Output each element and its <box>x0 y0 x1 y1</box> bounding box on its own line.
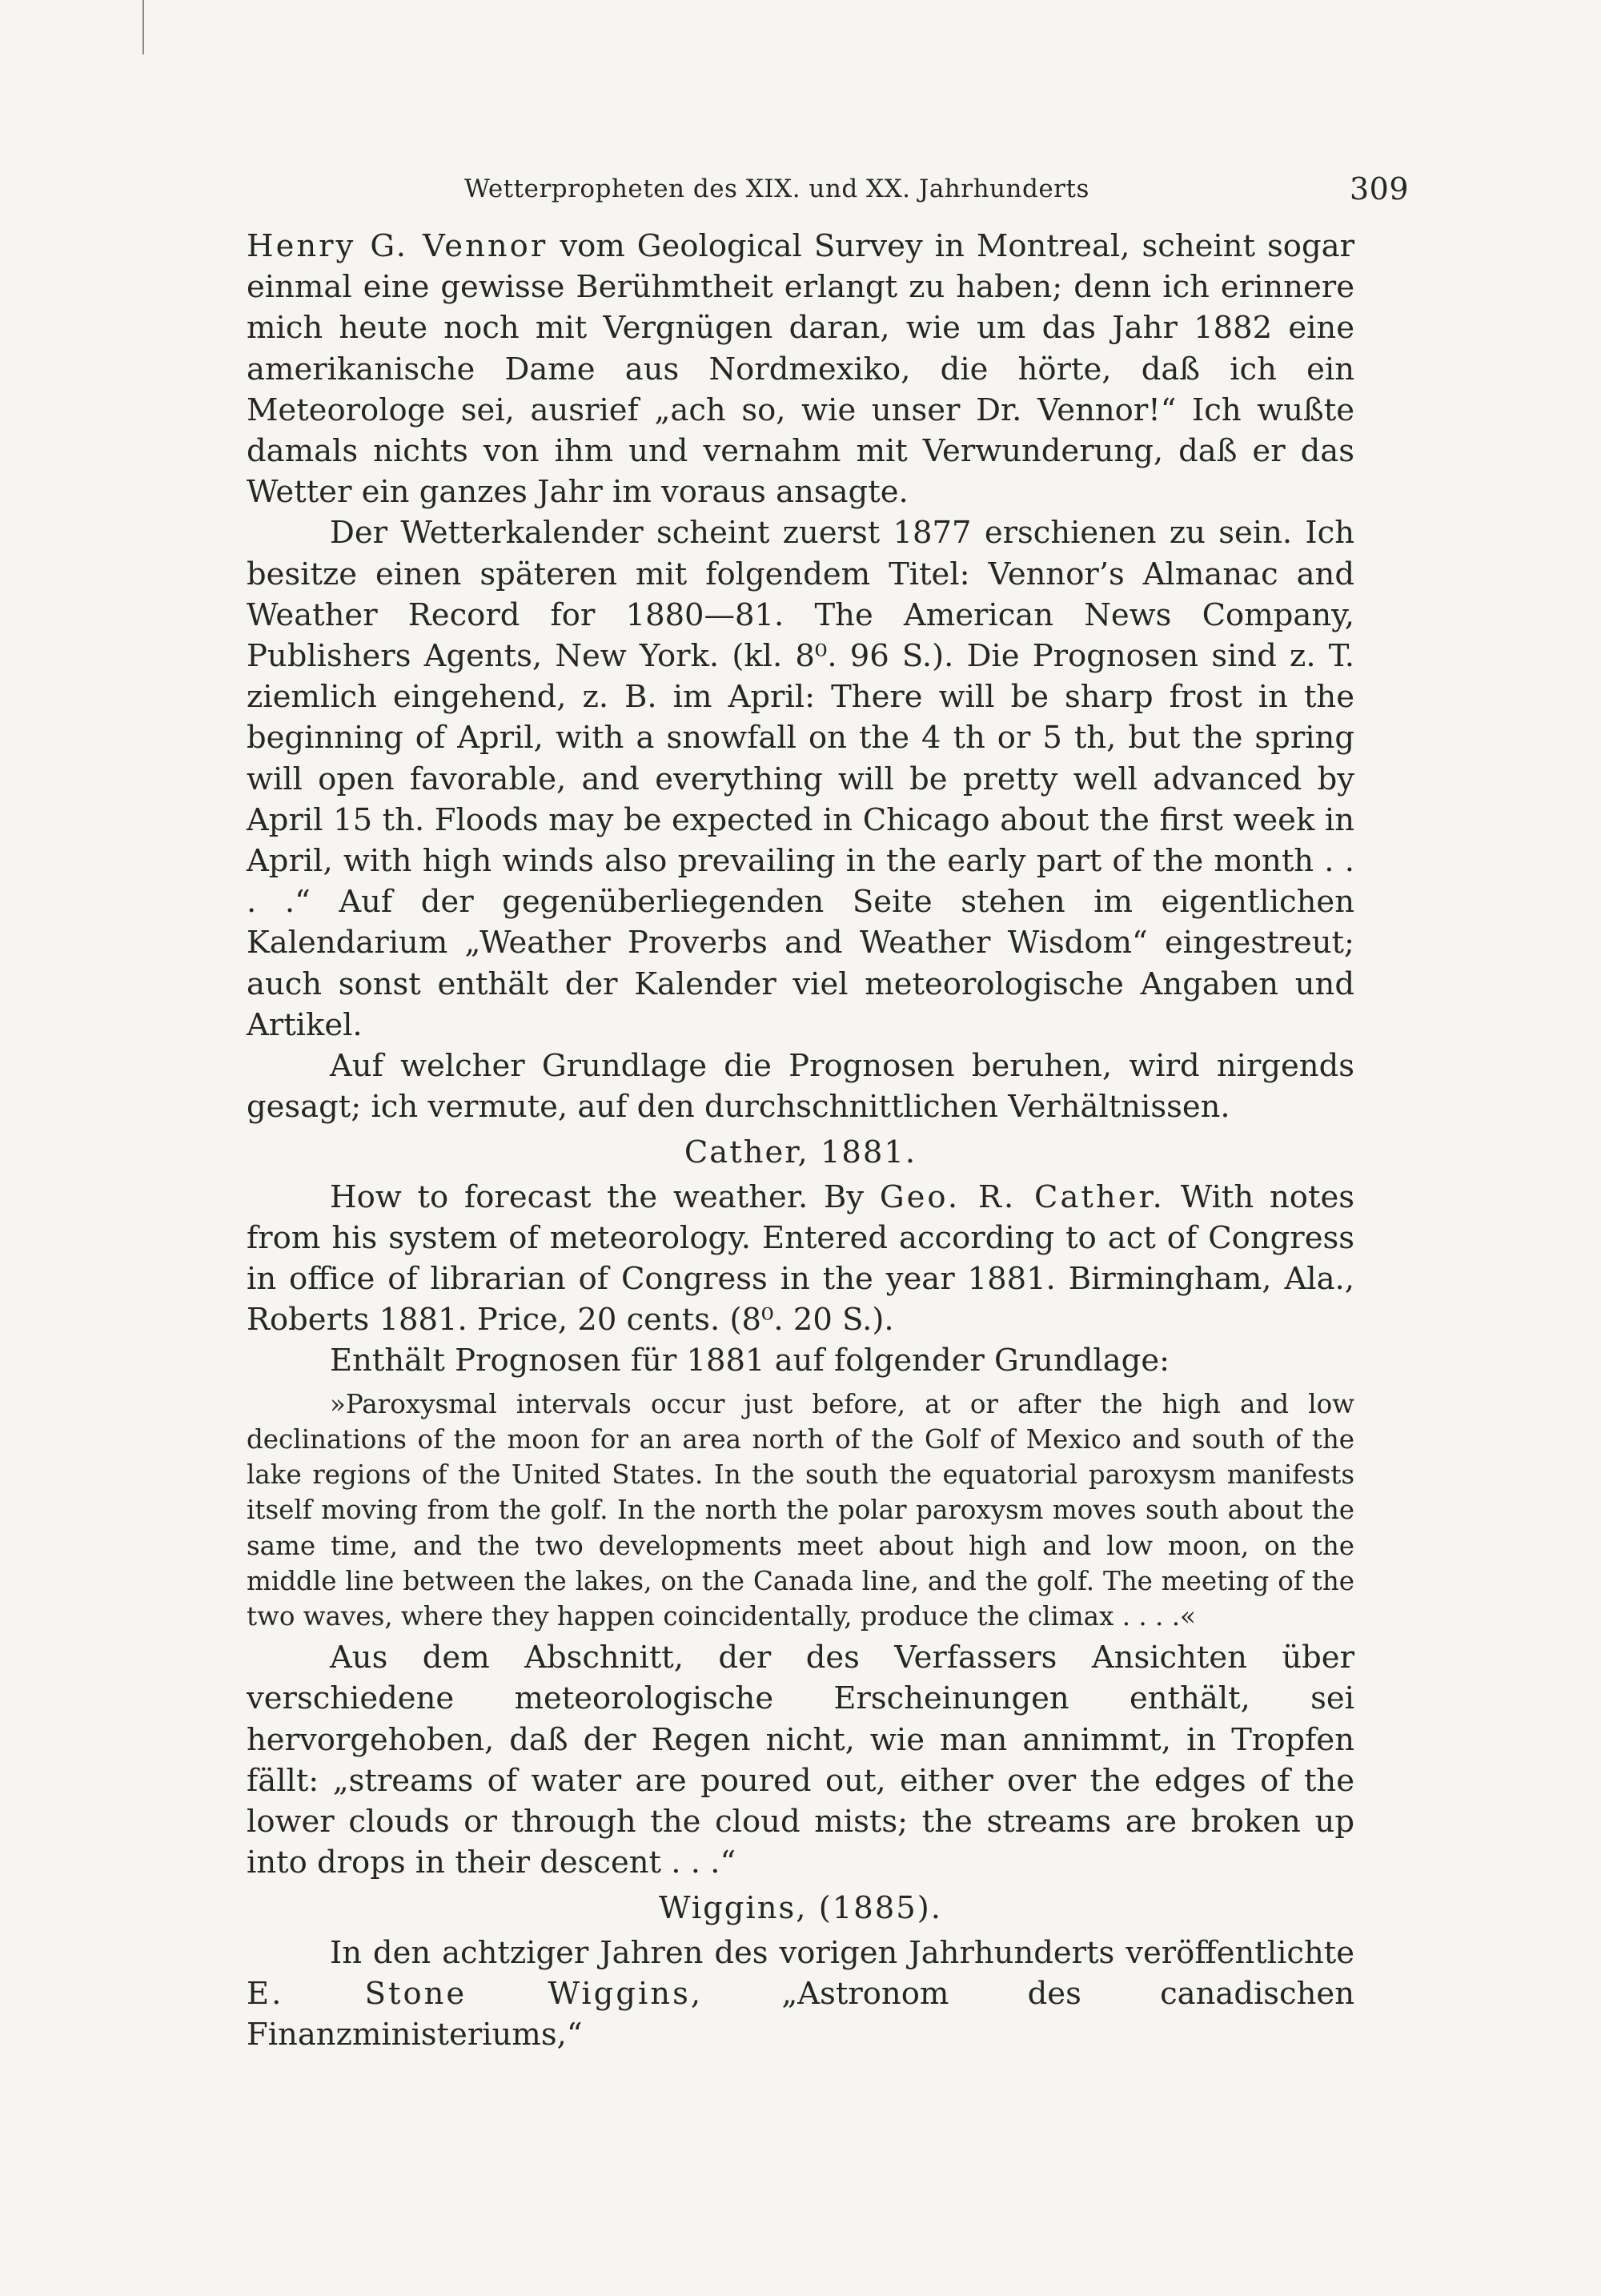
paragraph-vennor-basis: Auf welcher Grundlage die Prognosen beruhen, wird nirgends gesagt; ich vermute, auf den durchschnittlichen Verhältnissen. <box>247 1048 1354 1126</box>
person-name: Henry G. Vennor <box>247 228 548 264</box>
paragraph-text: In den achtziger Jahren des vorigen Jahrhunderts veröffentlichte <box>330 1934 1354 1971</box>
paragraph-vennor-intro <box>247 226 1354 512</box>
running-head <box>464 171 1409 215</box>
body-text <box>247 226 1354 2055</box>
paragraph-text: „Astronom des canadischen Finanzministeriums,“ <box>247 1975 1354 2053</box>
paragraph-wiggins <box>247 1933 1354 2056</box>
paragraph-cather-book <box>247 1177 1354 1341</box>
person-name: E. Stone Wiggins, <box>247 1975 704 2012</box>
scan-edge-line <box>142 0 144 54</box>
person-name: Geo. R. Cather. <box>879 1178 1165 1215</box>
block-quote: »Paroxysmal intervals occur just before, at or after the high and low declinations of the moon for an area north of the Golf of Mexico and south of the lake regions of the United States. In the south the equatorial paroxysm manifests itself moving from the golf. In the north the polar paroxysm moves south about the same time, and the two developments meet about high and low moon, on the middle line between the lakes, on the Canada line, and the golf. The meeting of the two waves, where they happen coincidentally, produce the climax . . . .« <box>247 1388 1354 1632</box>
section-heading-cather: Cather, 1881. <box>684 1134 917 1171</box>
paragraph-cather-rain: Aus dem Abschnitt, der des Verfassers Ansichten über verschiedene meteorologische Erscheinungen enthält, sei hervorgehoben, daß der Regen nicht, wie man annimmt, in Tropfen fällt: „streams of water are poured out, either over the edges of the lower clouds or through the cloud mists; the streams are broken up into drops in their descent . . .“ <box>247 1640 1354 1881</box>
paragraph-text: vom Geological Survey in Montreal, scheint sogar einmal eine gewisse Berühmtheit erlangt zu haben; denn ich erinnere mich heute noch mit Vergnügen daran, wie um das Jahr 1882 eine amerikanische Dame aus Nordmexiko, die hörte, daß ich ein Meteorologe sei, ausrief „ach so, wie unser Dr. Vennor!“ Ich wußte damals nichts von ihm und vernahm mit Verwunderung, daß er das Wetter ein ganzes Jahr im voraus ansagte. <box>247 228 1354 511</box>
section-heading-wiggins: Wiggins, (1885). <box>658 1890 943 1927</box>
paragraph-text: With notes from his system of meteorology. Entered according to act of Congress in office of librarian of Congress in the year 1881. Birmingham, Ala., Roberts 1881. Price, 20 cents. (8⁰. 20 S.). <box>247 1178 1354 1339</box>
paragraph-cather-intro: Enthält Prognosen für 1881 auf folgender Grundlage: <box>330 1343 1170 1379</box>
running-head-title: Wetterpropheten des XIX. und XX. Jahrhunderts <box>464 175 1089 203</box>
page-number: 309 <box>1349 171 1409 207</box>
paragraph-text: How to forecast the weather. By <box>330 1178 880 1215</box>
paragraph-vennor-almanac: Der Wetterkalender scheint zuerst 1877 erschienen zu sein. Ich besitze einen späteren mit folgendem Titel: Vennor’s Almanac and Weather Record for 1880—81. The American News Company, Publishers Agents, New York. (kl. 8⁰. 96 S.). Die Prognosen sind z. T. ziemlich eingehend, z. B. im April: There will be sharp frost in the beginning of April, with a snowfall on the 4 th or 5 th, but the spring will open favorable, and everything will be pretty well advanced by April 15 th. Floods may be expected in Chicago about the first week in April, with high winds also prevailing in the early part of the month . . . .“ Auf der gegenüberliegenden Seite stehen im eigentlichen Kalendarium „Weather Proverbs and Weather Wisdom“ eingestreut; auch sonst enthält der Kalender viel meteorologische Angaben und Artikel. <box>247 515 1354 1043</box>
